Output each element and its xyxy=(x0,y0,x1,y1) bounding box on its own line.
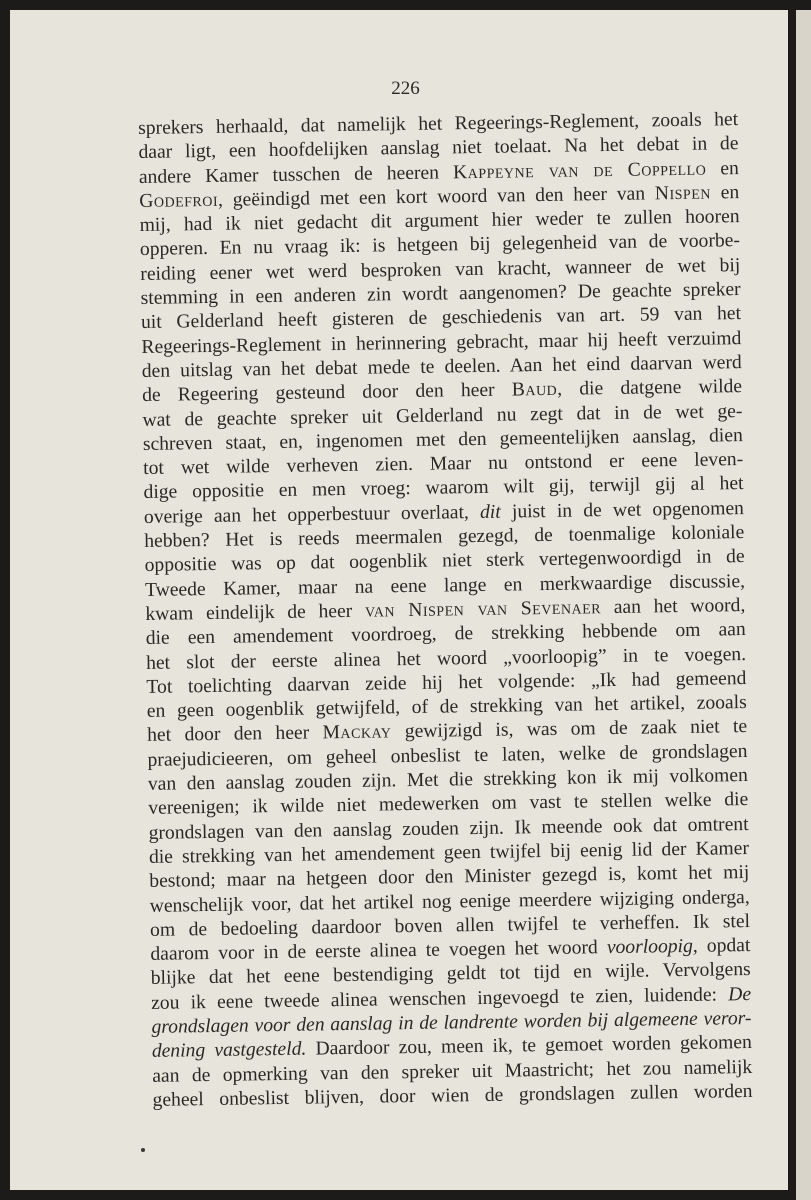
text-run: geheel onbeslist blijven, door wien de grondslagen zullen worden xyxy=(152,1080,753,1111)
text-run: schreven staat, en, ingenomen met den gemeentelijken aanslag, dien xyxy=(142,424,743,455)
text-run: van den aanslag zouden zijn. Met die strekking kon ik mij volkomen xyxy=(147,765,748,795)
text-run: Tot toelichting daarvan zeide hij het volgende: „Ik had gemeend xyxy=(146,667,747,698)
text-run: sprekers herhaald, dat namelijk het Regeerings-Reglement, zooals het xyxy=(138,109,739,139)
name-smallcaps: Nispen xyxy=(654,182,712,205)
name-smallcaps: van Nispen van Sevenaer xyxy=(364,597,602,622)
text-run: het door den heer xyxy=(147,722,323,747)
page-edge xyxy=(796,10,811,1200)
text-run: , die datgene wilde xyxy=(557,376,743,401)
ink-speck xyxy=(141,1148,145,1152)
text-run: overige aan het opperbestuur overlaat, xyxy=(143,501,481,528)
text-run: wenschelijk voor, dat het artikel nog eenige meerdere wijziging onderga, xyxy=(149,886,750,917)
page-number: 226 xyxy=(391,78,420,99)
text-run: stemming in een anderen zin wordt aangenomen? De geachte spreker xyxy=(140,279,741,310)
text-run: hebben? Het is reeds meermalen gezegd, de toenmalige koloniale xyxy=(144,522,745,552)
text-run: opperen. En nu vraag ik: is hetgeen bij gelegenheid van de voorbe- xyxy=(139,230,741,261)
text-run: grondslagen van den aanslag zouden zijn. Ik meende ook dat omtrent xyxy=(148,813,749,844)
text-run: andere Kamer tusschen de heeren xyxy=(138,161,454,188)
text-run: mij, had ik niet gedacht dit argument hier weder te zullen hooren xyxy=(139,206,740,237)
name-smallcaps: Baud xyxy=(511,379,558,401)
text-run: Regeerings-Reglement in herinnering gebracht, maar hij heeft verzuimd xyxy=(141,327,742,358)
text-run: de Regeering gesteund door den heer xyxy=(141,379,512,407)
italic-text: De xyxy=(728,983,752,1006)
text-run: tot wet wilde verheven zien. Maar nu ontstond er eene leven- xyxy=(143,449,744,480)
text-run: , geëindigd met een kort woord van den heer van xyxy=(217,183,656,211)
text-run: uit Gelderland heeft gisteren de geschiedenis van art. 59 van het xyxy=(140,303,742,334)
text-run: Daardoor zou, meen ik, te gemoet worden gekomen xyxy=(306,1032,752,1060)
text-run: reiding eener wet werd besproken van kracht, wanneer de wet bij xyxy=(140,254,741,285)
text-run: praejudicieeren, om geheel onbeslist te laten, welke de grondslagen xyxy=(147,740,748,771)
text-run: den uitslag van het debat mede te deelen. Aan het eind daarvan werd xyxy=(141,352,742,382)
name-smallcaps: Kappeyne van de Coppello xyxy=(452,158,707,183)
text-run: aan de opmerking van den spreker uit Maastricht; het zou namelijk xyxy=(152,1056,753,1087)
text-run: en xyxy=(706,157,739,180)
italic-text: voorloopig xyxy=(606,935,694,959)
text-run: wat de geachte spreker uit Gelderland nu zegt dat in de wet ge- xyxy=(142,400,743,431)
text-run: daar ligt, een hoofdelijken aanslag niet toelaat. Na het debat in de xyxy=(138,133,739,164)
text-run: bestond; maar na hetgeen door den Minister gezegd is, komt het mij xyxy=(149,862,750,893)
text-run: Tweede Kamer, maar na eene lange en merkwaardige discussie, xyxy=(144,570,746,601)
italic-text: dit xyxy=(479,501,501,523)
text-run: het slot der eerste alinea het woord „voorloopig” in te voegen. xyxy=(145,643,747,674)
text-run: juist in de wet opgenomen xyxy=(500,497,745,523)
text-run: oppositie was op dat oogenblik niet sterk vertegenwoordigd in de xyxy=(144,546,745,577)
text-run: aan het woord, xyxy=(600,594,746,619)
text-run: en xyxy=(710,181,740,204)
text-run: en geen oogenblik getwijfeld, of de strekking van het artikel, zooals xyxy=(146,692,747,723)
text-run: kwam eindelijk de heer xyxy=(145,600,366,625)
text-run: gewijzigd is, was om de zaak niet te xyxy=(391,716,748,743)
text-run: om de bedoeling daardoor boven allen twijfel te verheffen. Ik stel xyxy=(149,910,751,941)
italic-text: grondslagen voor den aanslag in de landrente worden bij algemeene veror- xyxy=(151,1007,752,1038)
text-run: blijke dat het eene bestendiging geldt tot tijd en wijle. Vervolgens xyxy=(150,959,751,990)
text-run: vereenigen; ik wilde niet medewerken om vast te stellen welke die xyxy=(148,789,749,820)
text-run: dige oppositie en men vroeg: waarom wilt gij, terwijl gij al het xyxy=(143,473,744,504)
text-run: die een amendement voordroeg, de strekking hebbende om aan xyxy=(145,619,746,650)
text-run: zou ik eene tweede alinea wenschen ingevoegd te zien, luidende: xyxy=(150,984,729,1014)
text-run: die strekking van het amendement geen twijfel bij eenig lid der Kamer xyxy=(148,837,750,868)
name-smallcaps: Mackay xyxy=(322,721,392,744)
name-smallcaps: Godefroi xyxy=(139,189,219,212)
body-text xyxy=(138,108,753,1113)
text-run: , opdat xyxy=(692,935,751,957)
italic-text: dening vastgesteld. xyxy=(151,1038,307,1063)
text-run: daarom voor in de eerste alinea te voegen het woord xyxy=(150,937,608,966)
